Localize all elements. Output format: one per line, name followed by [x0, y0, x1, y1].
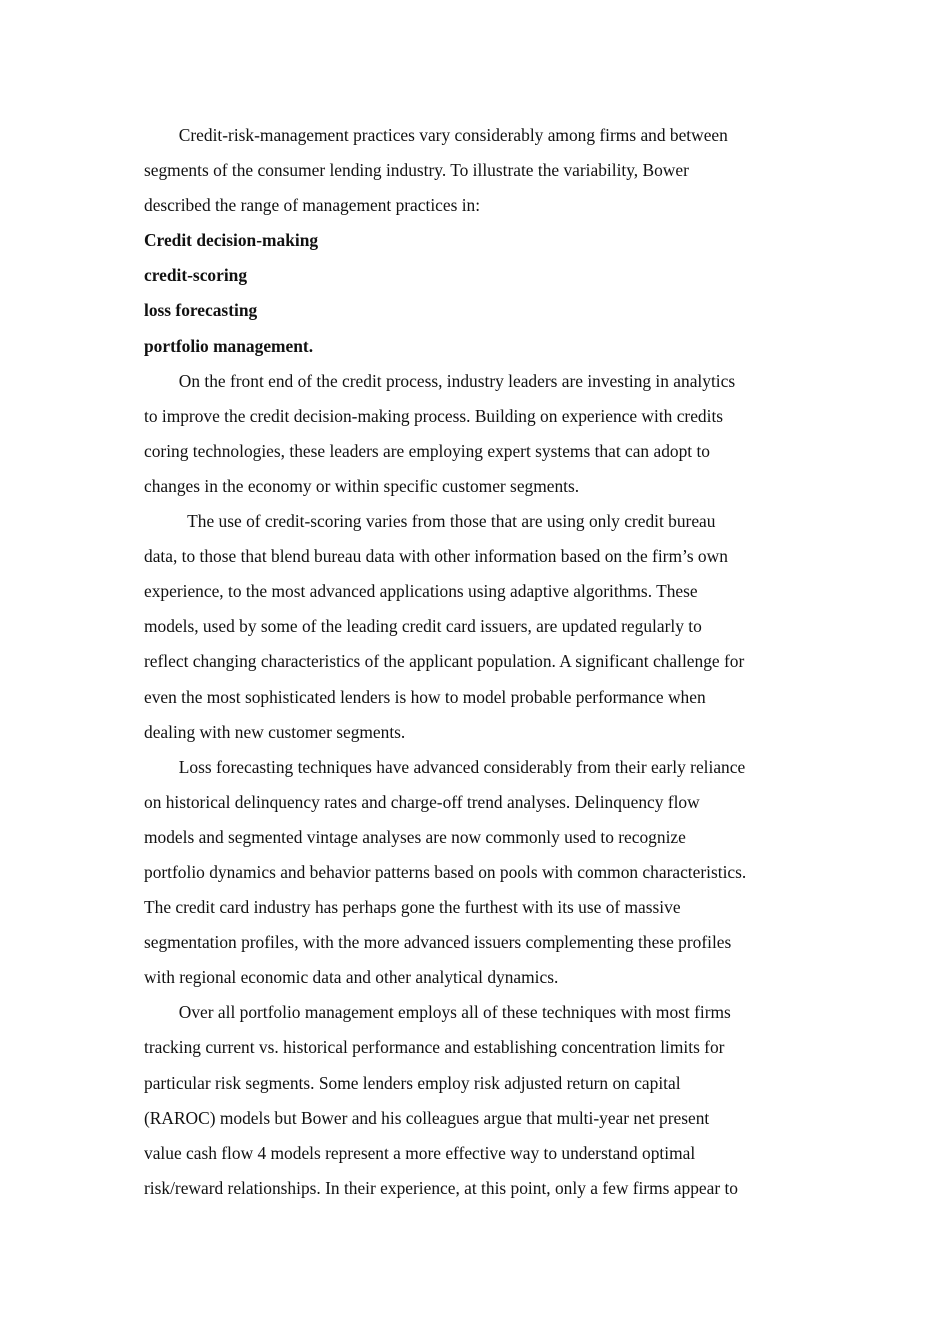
text-line: risk/reward relationships. In their experience, at this point, only a few firms appear to [144, 1177, 738, 1198]
document-body [144, 118, 816, 1206]
text-line: Over all portfolio management employs all of these techniques with most firms [144, 1002, 731, 1023]
practice-list [144, 223, 816, 363]
text-line: changes in the economy or within specific customer segments. [144, 475, 580, 496]
text-line: The credit card industry has perhaps gone the furthest with its use of massive [144, 897, 681, 918]
text-line: segments of the consumer lending industry. To illustrate the variability, Bower [144, 160, 689, 181]
text-line: models and segmented vintage analyses are now commonly used to recognize [144, 826, 686, 847]
practice-list-item: portfolio management. [144, 335, 314, 356]
text-line: on historical delinquency rates and charge-off trend analyses. Delinquency flow [144, 791, 700, 812]
text-line: tracking current vs. historical performance and establishing concentration limits for [144, 1037, 725, 1058]
text-line: coring technologies, these leaders are employing expert systems that can adopt to [144, 440, 710, 461]
text-line: reflect changing characteristics of the applicant population. A significant challenge for [144, 651, 745, 672]
text-line: The use of credit-scoring varies from those that are using only credit bureau [144, 511, 716, 532]
text-line: value cash flow 4 models represent a more effective way to understand optimal [144, 1142, 696, 1163]
text-line: portfolio dynamics and behavior patterns based on pools with common characteristics. [144, 861, 747, 882]
text-line: models, used by some of the leading credit card issuers, are updated regularly to [144, 616, 702, 637]
text-line: particular risk segments. Some lenders employ risk adjusted return on capital [144, 1072, 681, 1093]
text-line: to improve the credit decision-making process. Building on experience with credits [144, 405, 724, 426]
text-line: with regional economic data and other analytical dynamics. [144, 967, 559, 988]
practice-list-item: credit-scoring [144, 265, 248, 286]
text-line: even the most sophisticated lenders is how to model probable performance when [144, 686, 706, 707]
text-line: Loss forecasting techniques have advanced considerably from their early reliance [144, 756, 746, 777]
practice-list-item: loss forecasting [144, 300, 258, 321]
practice-list-item: Credit decision-making [144, 230, 319, 251]
text-line: data, to those that blend bureau data with other information based on the firm’s own [144, 546, 728, 567]
text-line: described the range of management practices in: [144, 195, 481, 216]
intro-paragraph [144, 118, 816, 223]
text-line: (RAROC) models but Bower and his colleagues argue that multi-year net present [144, 1107, 710, 1128]
body-paragraphs [144, 364, 816, 1206]
text-line: dealing with new customer segments. [144, 721, 406, 742]
text-line: Credit-risk-management practices vary considerably among firms and between [144, 125, 728, 145]
text-line: On the front end of the credit process, industry leaders are investing in analytics [144, 370, 736, 391]
text-line: segmentation profiles, with the more advanced issuers complementing these profiles [144, 932, 732, 953]
text-line: experience, to the most advanced applications using adaptive algorithms. These [144, 581, 698, 602]
